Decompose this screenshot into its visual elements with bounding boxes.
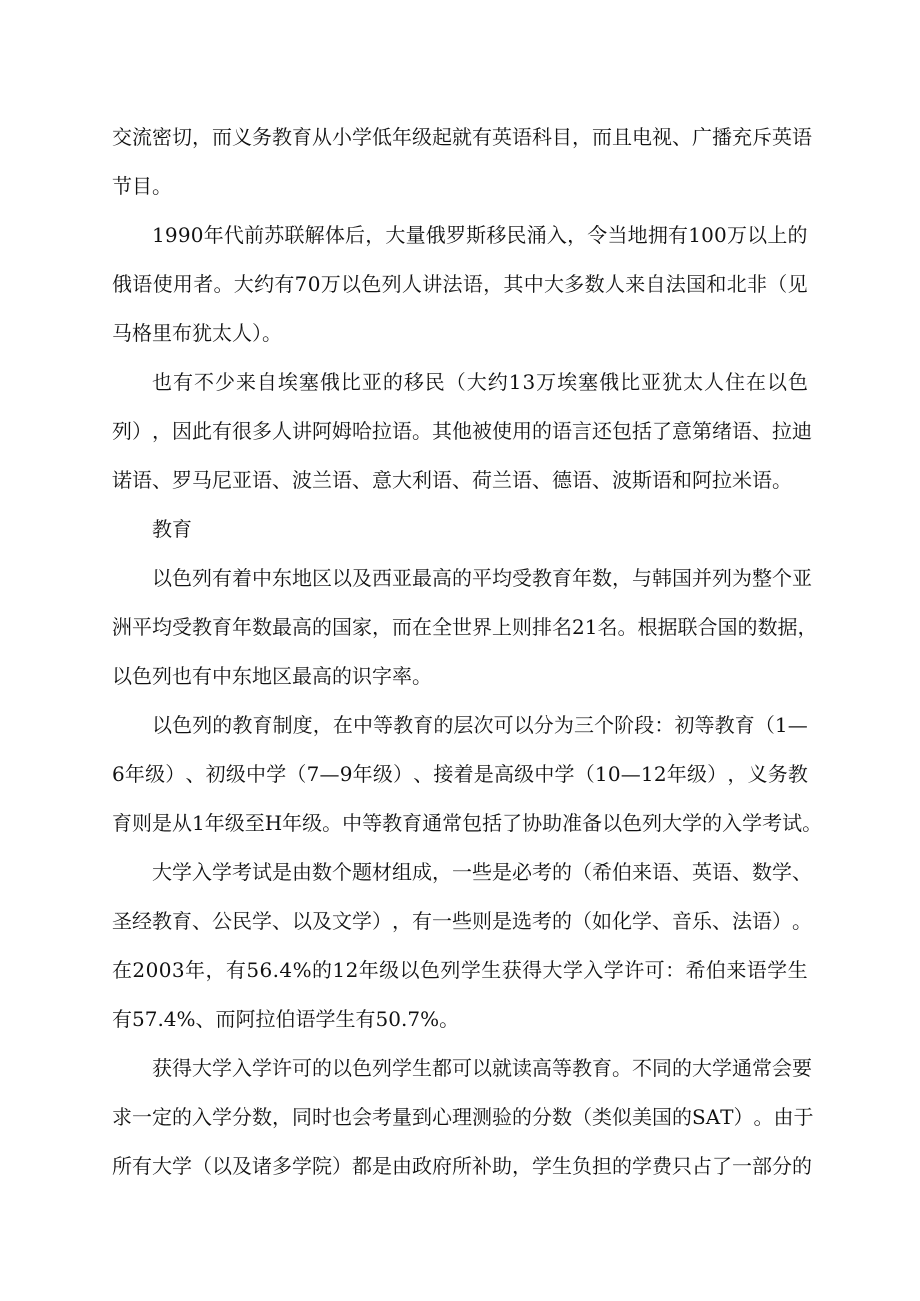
- document-body: [112, 113, 823, 1191]
- text-line: 获 得 大 学 入 学 许 可 的 以 色 列 学 生 都 可 以 就 读 高 等 教 育 。 不 同 的 大 学 通 常 会 要: [152, 1056, 812, 1080]
- text-line: 教育: [152, 517, 192, 541]
- text-line: 俄 语 使 用 者 。 大 约 有 7 0 万 以 色 列 人 讲 法 语 ， 其 中 大 多 数 人 来 自 法 国 和 北 非 （ 见: [112, 272, 808, 296]
- paragraph: [112, 211, 808, 358]
- text-line: 交 流 密 切 ， 而 义 务 教 育 从 小 学 低 年 级 起 就 有 英 语 科 目 ， 而 且 电 视 、 广 播 充 斥 英 语: [112, 125, 812, 149]
- paragraph: [112, 113, 812, 211]
- text-line: 也 有 不 少 来 自 埃 塞 俄 比 亚 的 移 民 （ 大 约 1 3 万 埃 塞 俄 比 亚 犹 太 人 住 在 以 色: [152, 370, 808, 394]
- text-line: 育则是从1年级至H年级。中等教育通常包括了协助准备以色列大学的入学考试。: [112, 811, 823, 835]
- text-line: 列 ） ， 因 此 有 很 多 人 讲 阿 姆 哈 拉 语 。 其 他 被 使 用 的 语 言 还 包 括 了 意 第 绪 语 、 拉 迪: [112, 419, 812, 443]
- text-line: 6 年 级 ） 、 初 级 中 学 （ 7 — 9 年 级 ） 、 接 着 是 高 级 中 学 （ 1 0 — 1 2 年 级 ） ， 义 务 教: [112, 762, 808, 786]
- text-line: 诺语、罗马尼亚语、波兰语、意大利语、荷兰语、德语、波斯语和阿拉米语。: [112, 468, 792, 492]
- text-line: 有57.4%、而阿拉伯语学生有50.7%。: [112, 1007, 460, 1031]
- text-line: 大 学 入 学 考 试 是 由 数 个 题 材 组 成 ， 一 些 是 必 考 的 （ 希 伯 来 语 、 英 语 、 数 学 、: [152, 860, 812, 884]
- paragraph: [112, 701, 823, 848]
- text-line: 求 一 定 的 入 学 分 数 ， 同 时 也 会 考 量 到 心 理 测 验 的 分 数 （ 类 似 美 国 的 S A T ） 。 由 于: [112, 1105, 814, 1129]
- text-line: 洲 平 均 受 教 育 年 数 最 高 的 国 家 ， 而 在 全 世 界 上 则 排 名 2 1 名 。 根 据 联 合 国 的 数 据 ，: [112, 615, 818, 639]
- text-line: 圣 经 教 育 、 公 民 学 、 以 及 文 学 ） ， 有 一 些 则 是 选 考 的 （ 如 化 学 、 音 乐 、 法 语 ） 。: [112, 909, 812, 933]
- text-line: 在 2 0 0 3 年 ， 有 5 6 . 4 % 的 1 2 年 级 以 色 列 学 生 获 得 大 学 入 学 许 可 ： 希 伯 来 语 学 生: [112, 958, 808, 982]
- text-line: 节目。: [112, 174, 172, 198]
- text-line: 以 色 列 有 着 中 东 地 区 以 及 西 亚 最 高 的 平 均 受 教 育 年 数 ， 与 韩 国 并 列 为 整 个 亚: [152, 566, 812, 590]
- text-line: 以 色 列 的 教 育 制 度 ， 在 中 等 教 育 的 层 次 可 以 分 为 三 个 阶 段 ： 初 等 教 育 （ 1 —: [152, 713, 808, 737]
- paragraph: [112, 358, 812, 505]
- paragraph: [112, 554, 818, 701]
- text-line: 1 9 9 0 年 代 前 苏 联 解 体 后 ， 大 量 俄 罗 斯 移 民 涌 入 ， 令 当 地 拥 有 1 0 0 万 以 上 的: [152, 223, 808, 247]
- paragraph: [112, 1044, 814, 1191]
- paragraph: [112, 505, 808, 554]
- paragraph: [112, 848, 812, 1044]
- text-line: 所有大学（以及诸多学院）都是由政府所补助，学生负担的学费只占了一部分的: [112, 1154, 812, 1178]
- text-line: 以色列也有中东地区最高的识字率。: [112, 664, 432, 688]
- text-line: 马格里布犹太人）。: [112, 321, 282, 345]
